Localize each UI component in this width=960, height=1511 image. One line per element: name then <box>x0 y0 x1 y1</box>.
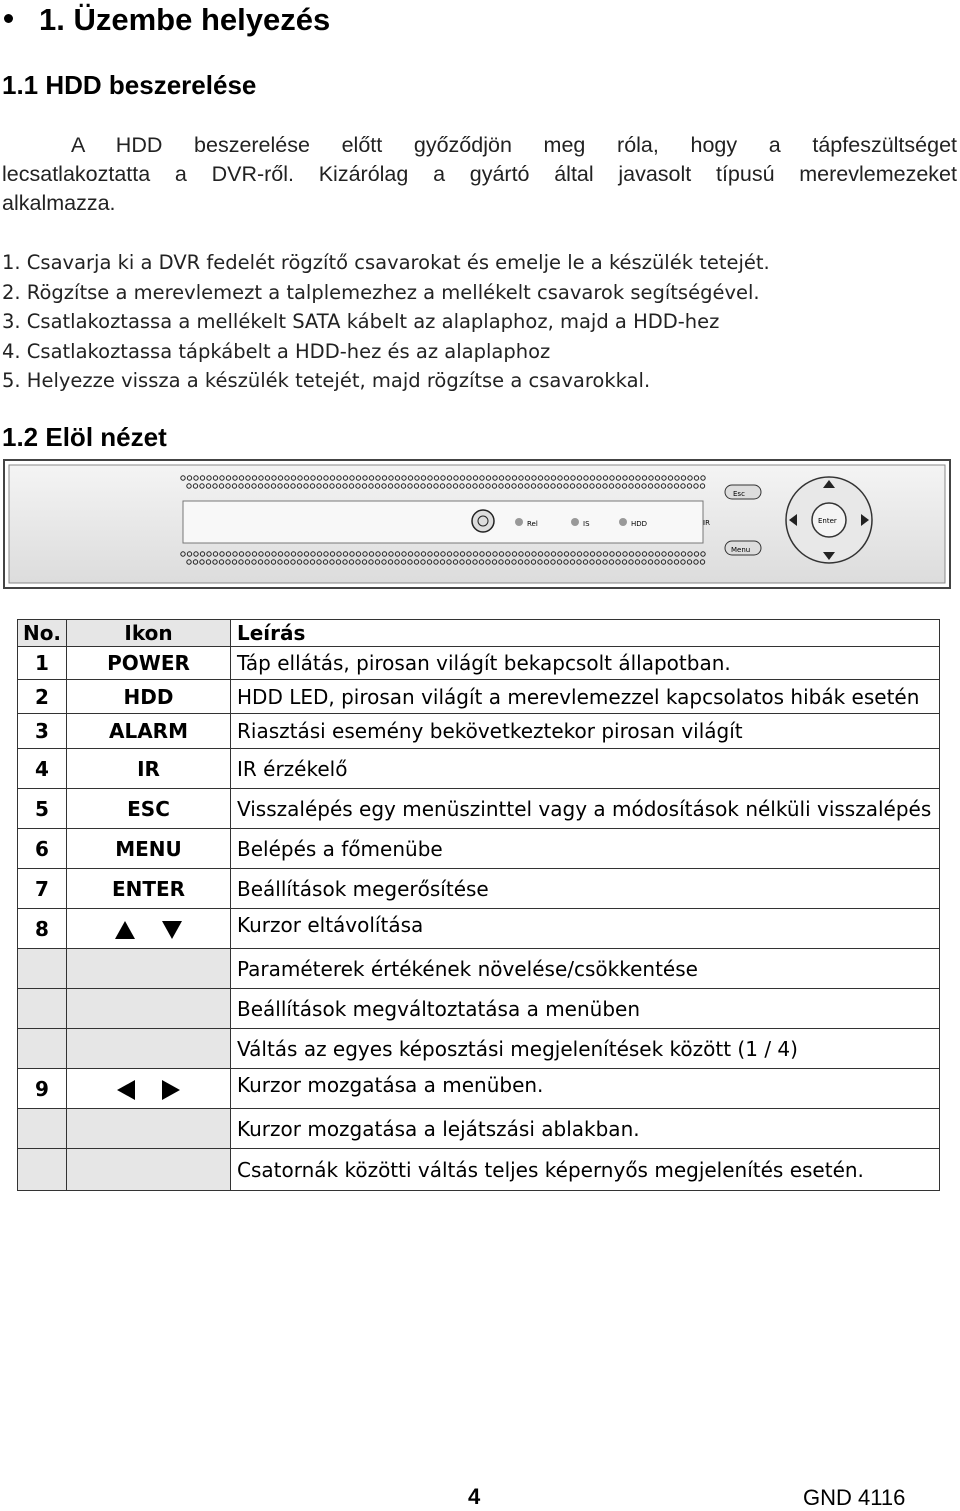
row-icon: MENU <box>67 829 231 869</box>
table-row <box>18 1149 940 1191</box>
section-title-front-view: 1.2 Elöl nézet <box>2 422 167 452</box>
row-desc: Csatornák közötti váltás teljes képernyős megjelenítés esetén. <box>231 1149 940 1191</box>
row-desc: Riasztási esemény bekövetkeztekor pirosan világít <box>231 714 940 749</box>
bullet-icon <box>4 14 13 23</box>
install-step: 5. Helyezze vissza a készülék tetejét, majd rögzítse a csavarokkal. <box>2 369 651 392</box>
model-name: GND 4116 <box>803 1485 906 1510</box>
row-icon <box>67 909 231 949</box>
paragraph-line: lecsatlakoztatta a DVR-ről. Kizárólag a gyártó által javasolt típusú merevlemezeket <box>2 162 957 186</box>
paragraph-line: alkalmazza. <box>2 191 116 215</box>
row-desc: Belépés a főmenübe <box>231 829 940 869</box>
row-icon: POWER <box>67 647 231 680</box>
row-icon: IR <box>67 749 231 789</box>
row-desc: Paraméterek értékének növelése/csökkentése <box>231 949 940 989</box>
table-row <box>18 909 940 949</box>
row-desc: Visszalépés egy menüszinttel vagy a módosítások nélküli visszalépés <box>231 789 940 829</box>
row-icon: HDD <box>67 680 231 714</box>
row-desc: Kurzor mozgatása a menüben. <box>231 1069 940 1109</box>
table-row <box>18 1069 940 1109</box>
led-label: Rel <box>527 520 538 528</box>
main-heading-text: 1. Üzembe helyezés <box>39 2 331 37</box>
install-step: 4. Csatlakoztassa tápkábelt a HDD-hez és az alaplaphoz <box>2 339 551 363</box>
left-arrow-icon <box>117 1080 135 1100</box>
front-panel-table <box>17 619 940 1191</box>
table-row <box>18 749 940 789</box>
table-row <box>18 869 940 909</box>
table-header-row <box>18 620 940 647</box>
install-step: 2. Rögzítse a merevlemezt a talplemezhez a mellékelt csavarok segítségével. <box>2 280 760 304</box>
table-row <box>18 680 940 714</box>
led-label: HDD <box>631 520 648 528</box>
row-no: 6 <box>18 829 67 869</box>
menu-button-label: Menu <box>731 546 751 554</box>
row-desc: IR érzékelő <box>231 749 940 789</box>
page-number: 4 <box>468 1484 481 1509</box>
row-icon: ALARM <box>67 714 231 749</box>
header-desc: Leírás <box>231 620 940 647</box>
led-icon <box>571 518 579 526</box>
row-no: 2 <box>18 680 67 714</box>
header-icon: Ikon <box>67 620 231 647</box>
table-row <box>18 949 940 989</box>
row-desc: HDD LED, pirosan világít a merevlemezzel kapcsolatos hibák esetén <box>231 680 940 714</box>
up-arrow-icon <box>115 921 135 939</box>
esc-button-label: Esc <box>733 490 745 498</box>
down-arrow-icon <box>162 921 182 939</box>
row-icon <box>67 1069 231 1109</box>
enter-button-label: Enter <box>818 517 837 525</box>
row-no: 5 <box>18 789 67 829</box>
row-desc: Kurzor eltávolítása <box>231 909 940 949</box>
table-row <box>18 989 940 1029</box>
hdd-paragraph <box>2 131 957 218</box>
table-row <box>18 789 940 829</box>
install-step: 1. Csavarja ki a DVR fedelét rögzítő csavarokat és emelje le a készülék tetejét. <box>2 251 770 274</box>
row-no: 3 <box>18 714 67 749</box>
table-row <box>18 829 940 869</box>
right-arrow-icon <box>162 1080 180 1100</box>
row-no: 8 <box>18 909 67 949</box>
power-button-icon <box>472 510 494 532</box>
led-icon <box>515 518 523 526</box>
table-row <box>18 647 940 680</box>
row-desc: Váltás az egyes képosztási megjelenítések között (1 / 4) <box>231 1029 940 1069</box>
ir-label: IR <box>703 519 710 527</box>
row-no: 1 <box>18 647 67 680</box>
row-no: 4 <box>18 749 67 789</box>
header-no: No. <box>18 620 67 647</box>
row-desc: Táp ellátás, pirosan világít bekapcsolt állapotban. <box>231 647 940 680</box>
paragraph-line: A HDD beszerelése előtt győződjön meg róla, hogy a tápfeszültséget <box>71 133 957 157</box>
main-heading <box>0 2 330 38</box>
install-steps-list <box>2 248 770 396</box>
row-no: 7 <box>18 869 67 909</box>
led-icon <box>619 518 627 526</box>
row-icon: ENTER <box>67 869 231 909</box>
row-desc: Kurzor mozgatása a lejátszási ablakban. <box>231 1109 940 1149</box>
dvr-front-panel-illustration <box>3 459 951 589</box>
table-row <box>18 1029 940 1069</box>
row-desc: Beállítások megváltoztatása a menüben <box>231 989 940 1029</box>
table-row <box>18 1109 940 1149</box>
row-desc: Beállítások megerősítése <box>231 869 940 909</box>
install-step: 3. Csatlakoztassa a mellékelt SATA kábelt az alaplaphoz, majd a HDD-hez <box>2 310 720 333</box>
row-no: 9 <box>18 1069 67 1109</box>
section-title-hdd: 1.1 HDD beszerelése <box>2 70 257 100</box>
led-label: IS <box>583 520 590 528</box>
table-row <box>18 714 940 749</box>
row-icon: ESC <box>67 789 231 829</box>
